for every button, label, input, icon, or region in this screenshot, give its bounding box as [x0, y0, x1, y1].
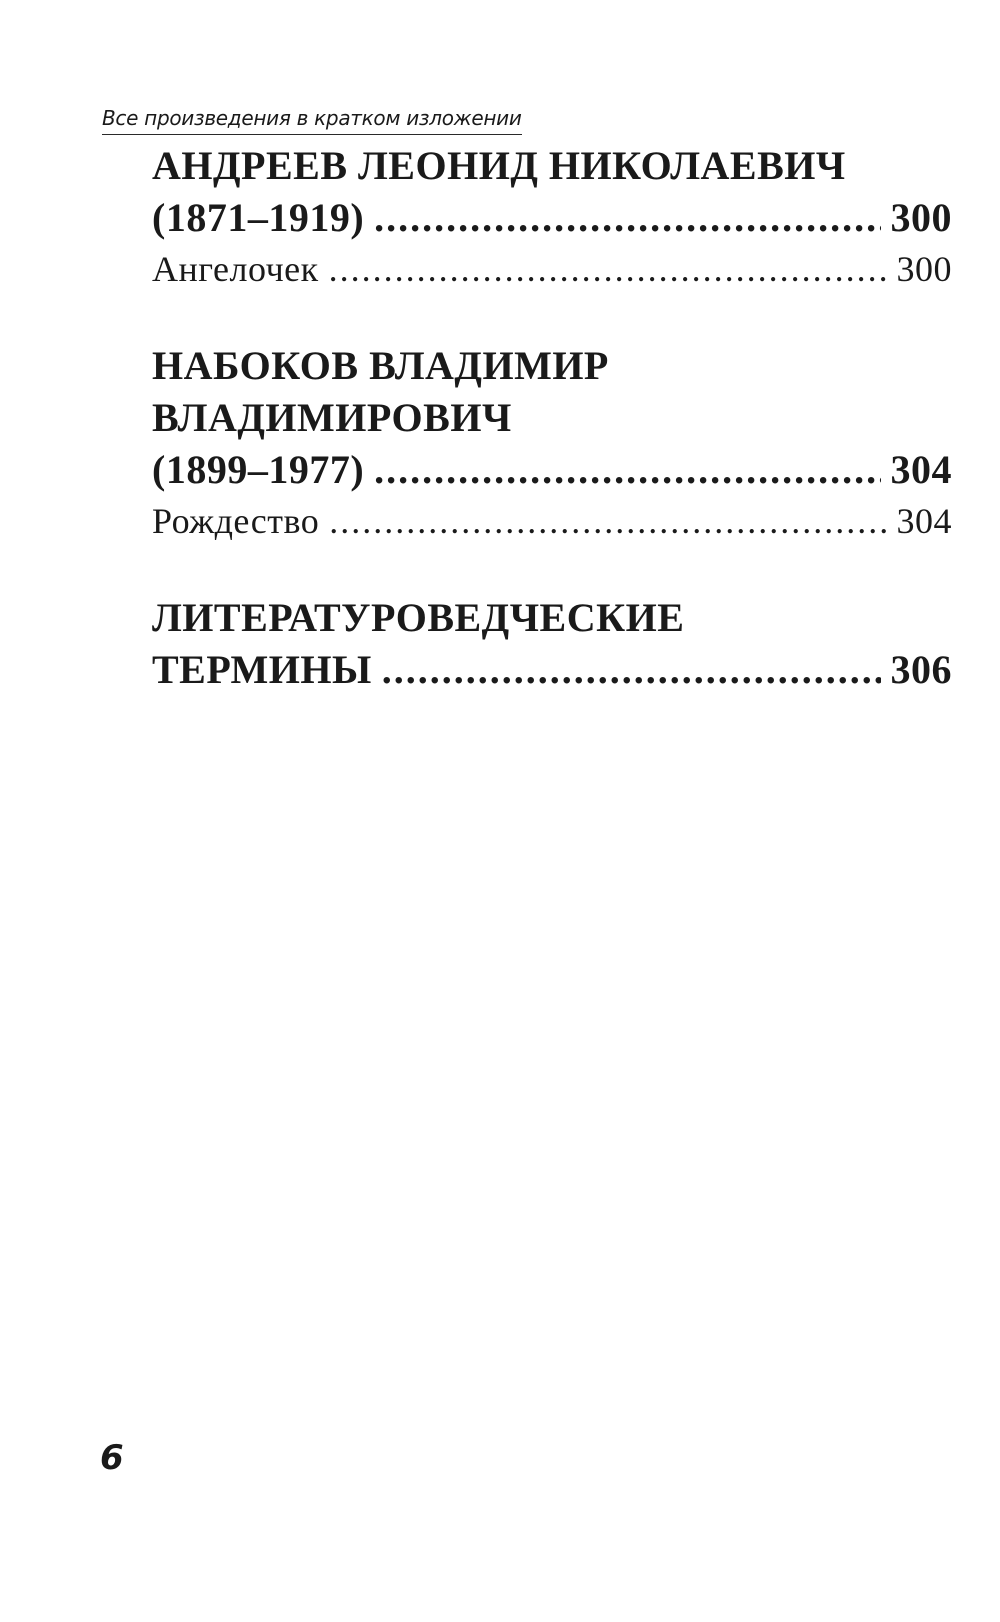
running-head: Все произведения в кратком изложении [102, 106, 522, 135]
dot-leader [329, 496, 886, 546]
work-page-number: 304 [896, 501, 952, 541]
entry-page-number: 300 [890, 195, 952, 240]
toc-section-nabokov [152, 340, 952, 546]
section-title-line: ЛИТЕРАТУРОВЕДЧЕСКИЕ [152, 595, 685, 640]
author-name-line: НАБОКОВ ВЛАДИМИР [152, 343, 609, 388]
toc-entry-work[interactable] [152, 496, 952, 546]
entry-label: (1871–1919) [152, 195, 365, 240]
author-name-line: ВЛАДИМИРОВИЧ [152, 395, 512, 440]
entry-label: ТЕРМИНЫ [152, 647, 372, 692]
work-title: Рождество [152, 501, 320, 541]
toc-section-andreev [152, 140, 952, 294]
toc-section-terms [152, 592, 952, 696]
dot-leader [329, 244, 887, 294]
author-name-line: АНДРЕЕВ ЛЕОНИД НИКОЛАЕВИЧ [152, 143, 846, 188]
entry-label: (1899–1977) [152, 447, 365, 492]
entry-page-number: 306 [890, 647, 952, 692]
dot-leader [374, 192, 880, 244]
work-title: Ангелочек [152, 249, 319, 289]
toc-entry-author[interactable] [152, 192, 952, 244]
dot-leader [374, 444, 880, 496]
entry-page-number: 304 [890, 447, 952, 492]
toc-entry-work[interactable] [152, 244, 952, 294]
work-page-number: 300 [896, 249, 952, 289]
toc-entry-author[interactable] [152, 444, 952, 496]
toc-entry-terms[interactable] [152, 644, 952, 696]
table-of-contents [152, 140, 952, 696]
dot-leader [382, 644, 881, 696]
page-number: 6 [100, 1438, 124, 1478]
